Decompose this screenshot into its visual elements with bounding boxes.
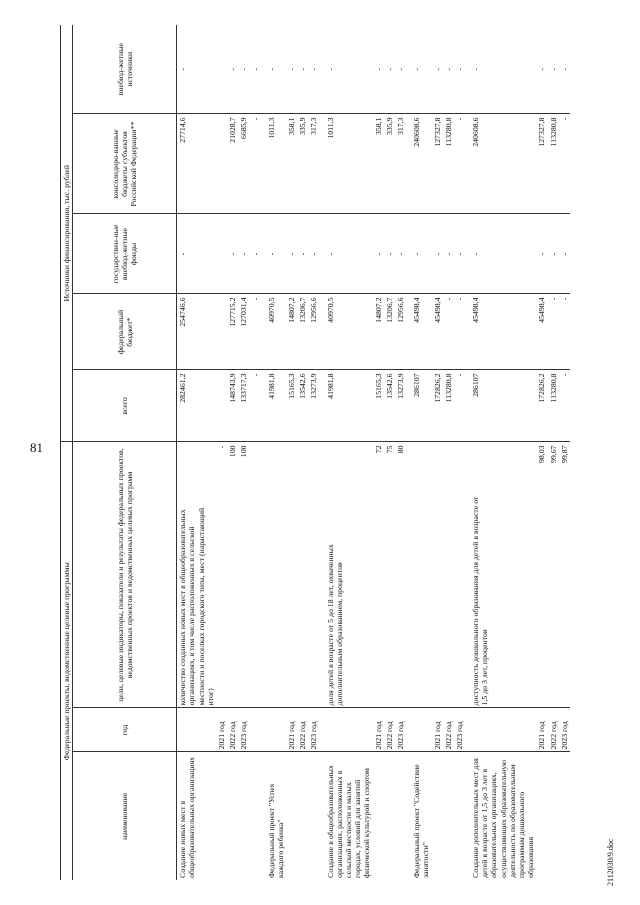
row-year: 2022 год [443,708,454,752]
table-row [286,25,297,880]
row-offbudget: - [239,67,249,71]
row-year: 2021 год [432,708,443,752]
row-federal: 45498,4 [406,294,431,370]
row-federal: 12956,6 [395,294,406,370]
row-federal: - [559,294,570,370]
row-indicator [536,492,547,708]
row-indicator-value: 100 [227,442,238,492]
row-regional: 6685,9 [238,114,249,214]
row-offbudget-funds: - [406,214,431,294]
row-name: Федеральный проект "Содействие занятости" [406,752,431,880]
row-total: 133717,3 [238,370,249,442]
row-year [177,708,216,752]
row-offbudget: - [548,67,558,71]
row-indicator: доля детей в возрасте от 5 до 18 лет, охваченных дополнительным образованием, процентов [325,544,344,706]
row-regional: 21028,7 [227,114,238,214]
row-name: Создание дополнительных мест для детей в возрасте от 1,5 до 3 лет в образовательных организациях, осуществляющих образовательную деятельность по образовательным программам дошкольного образования [465,752,536,880]
row-offbudget: - [309,67,319,71]
document-id: 2112030/9.doc [606,838,615,886]
row-total: 41981,8 [320,370,373,442]
row-indicator [384,492,395,708]
row-offbudget: - [384,67,394,71]
row-year [406,708,431,752]
row-offbudget: - [298,67,308,71]
table-row [443,25,454,880]
row-indicator-value: 98,03 [536,442,547,492]
row-year: 2023 год [559,708,570,752]
row-federal: 14807,2 [373,294,384,370]
row-regional: 1011,3 [261,114,286,214]
row-offbudget: - [373,67,383,71]
table-row [536,25,547,880]
col-offbudget-header: внебюд-жетные источники [73,25,177,114]
row-regional: 335,9 [384,114,395,214]
row-offbudget-funds: - [454,214,465,294]
table-row [384,25,395,880]
row-indicator-value [250,442,261,492]
row-total: 15165,3 [286,370,297,442]
table-row [297,25,308,880]
row-year [320,708,373,752]
row-regional: 127327,8 [432,114,443,214]
row-offbudget-funds: - [432,214,443,294]
row-indicator-value [286,442,297,492]
row-federal: 13206,7 [384,294,395,370]
row-year: 2023 год [454,708,465,752]
row-indicator [548,492,559,708]
col-total-header: всего [73,370,177,442]
row-regional: - [250,114,261,214]
row-offbudget: - [537,67,547,71]
row-name [227,752,238,880]
row-indicator: количество созданных новых мест в общеобразовательных организациях, в том числе расположенных в сельской местности и поселках городского типа, мест (нарастающий итог) [178,507,215,706]
table-row [320,25,373,880]
row-indicator-value [443,442,454,492]
row-indicator [297,492,308,708]
row-indicator-value [432,442,443,492]
row-indicator [373,492,384,708]
row-indicator [216,492,227,708]
col-regional-header: консолидиро-ванные бюджеты субъектов Российской Федерации** [73,114,177,214]
row-federal: 40970,5 [320,294,373,370]
row-name [373,752,384,880]
row-regional: 240608,6 [406,114,431,214]
row-total: 113280,8 [443,370,454,442]
row-federal: 127031,4 [238,294,249,370]
row-name [454,752,465,880]
row-total: 286107 [465,370,536,442]
row-name [286,752,297,880]
row-name [395,752,406,880]
table-row [548,25,559,880]
row-offbudget: - [412,67,422,71]
row-total: - [559,370,570,442]
row-offbudget-funds: - [227,214,238,294]
row-indicator [261,492,286,708]
row-name: Создание новых мест в общеобразовательных организациях [177,752,216,880]
row-regional: 240608,6 [465,114,536,214]
row-offbudget: - [559,67,569,71]
row-federal: 127715,2 [227,294,238,370]
row-indicator [395,492,406,708]
row-indicator-value [308,442,319,492]
row-year: 2023 год [395,708,406,752]
row-total: 113280,8 [548,370,559,442]
row-offbudget-funds: - [177,214,216,294]
row-year: 2021 год [216,708,227,752]
row-year: 2021 год [536,708,547,752]
row-regional: 358,1 [286,114,297,214]
row-year: 2021 год [286,708,297,752]
row-year: 2022 год [227,708,238,752]
row-federal: 45498,4 [432,294,443,370]
page-number: 81 [30,440,43,455]
row-indicator-value [465,442,536,492]
row-regional [216,114,227,214]
row-year [250,708,261,752]
row-name [238,752,249,880]
row-name [297,752,308,880]
row-offbudget: - [325,67,335,71]
row-federal: 40970,5 [261,294,286,370]
row-indicator [454,492,465,708]
row-regional: 113280,8 [443,114,454,214]
row-total: - [454,370,465,442]
table-row [177,25,216,880]
row-regional: - [559,114,570,214]
row-federal: 45498,4 [536,294,547,370]
row-name [384,752,395,880]
row-offbudget-funds: - [261,214,286,294]
row-indicator-value [454,442,465,492]
row-indicator-value: - [216,442,227,492]
row-indicator-value: 99,87 [559,442,570,492]
table-row [406,25,431,880]
row-name [536,752,547,880]
row-year: 2021 год [373,708,384,752]
table-row [250,25,261,880]
row-offbudget: - [228,67,238,71]
row-indicator [286,492,297,708]
funding-table [60,25,570,880]
row-offbudget-funds: - [250,214,261,294]
row-offbudget-funds: - [286,214,297,294]
row-total: 286107 [406,370,431,442]
row-indicator-value: 99,67 [548,442,559,492]
row-indicator [250,492,261,708]
row-year: 2022 год [297,708,308,752]
row-indicator [432,492,443,708]
row-offbudget-funds: - [308,214,319,294]
row-offbudget [216,25,227,114]
row-indicator-value: 72 [373,442,384,492]
row-regional: 127327,8 [536,114,547,214]
row-total: 172826,2 [536,370,547,442]
row-year: 2022 год [384,708,395,752]
row-indicator-value: 75 [384,442,395,492]
row-indicator-value [177,442,216,492]
row-name [559,752,570,880]
row-offbudget: - [250,67,260,71]
row-name: Создание в общеобразовательных организациях, расположенных в сельской местности и малых городах, условий для занятий физической культурой и спортом [320,752,373,880]
row-offbudget: - [443,67,453,71]
row-name [216,752,227,880]
row-indicator [443,492,454,708]
row-offbudget-funds: - [465,214,536,294]
row-total: 41981,8 [261,370,286,442]
row-name [548,752,559,880]
row-year: 2023 год [308,708,319,752]
row-total: 13273,9 [395,370,406,442]
table-row [465,25,536,880]
table-row [227,25,238,880]
table-row [454,25,465,880]
row-offbudget: - [395,67,405,71]
row-indicator-value: 80 [395,442,406,492]
row-indicator-value: 100 [238,442,249,492]
col-offbudget-funds-header: государствен-ные внебюд-жетные фонды [73,214,177,294]
row-name [443,752,454,880]
row-total: 13542,6 [384,370,395,442]
row-offbudget: - [432,67,442,71]
row-offbudget: - [266,67,276,71]
table-row [238,25,249,880]
row-name [308,752,319,880]
row-federal: - [454,294,465,370]
row-regional: 1011,3 [320,114,373,214]
col-federal-header: федеральный бюджет* [73,294,177,370]
row-year [465,708,536,752]
col-goals-header: цели, целевые индикаторы, показатели и результаты федеральных проектов, ведомственных проектов и ведомственных целевых программ [73,442,177,708]
row-total: 13542,6 [297,370,308,442]
row-offbudget-funds: - [536,214,547,294]
row-offbudget-funds: - [320,214,373,294]
row-federal [216,294,227,370]
row-federal: 12956,6 [308,294,319,370]
row-regional: 27714,6 [177,114,216,214]
row-indicator-value [261,442,286,492]
row-total: - [250,370,261,442]
group-title: Федеральные проекты, ведомственные целевые программы [61,442,73,880]
row-regional: 358,1 [373,114,384,214]
row-offbudget-funds: - [559,214,570,294]
row-offbudget-funds: - [384,214,395,294]
row-federal: 45498,4 [465,294,536,370]
row-year: 2022 год [548,708,559,752]
row-regional: 317,3 [395,114,406,214]
row-name [432,752,443,880]
row-offbudget: - [454,67,464,71]
row-name: Федеральный проект "Успех каждого ребенка" [261,752,286,880]
row-offbudget-funds: - [548,214,559,294]
row-total: 172826,2 [432,370,443,442]
table-row [216,25,227,880]
row-offbudget: - [471,67,481,71]
row-indicator [238,492,249,708]
row-indicator [227,492,238,708]
row-regional: 317,3 [308,114,319,214]
row-total: 282461,2 [177,370,216,442]
rotated-table-wrapper [60,25,595,880]
col-year-header: год [73,708,177,752]
table-row [373,25,384,880]
row-federal: 14807,2 [286,294,297,370]
funding-title: Источники финансирования, тыс. рублей [61,25,73,442]
table-row [261,25,286,880]
row-total: 13273,9 [308,370,319,442]
row-offbudget: - [287,67,297,71]
row-offbudget-funds: - [297,214,308,294]
table-row [395,25,406,880]
row-regional: - [454,114,465,214]
row-regional: 335,9 [297,114,308,214]
row-offbudget-funds: - [238,214,249,294]
row-regional: 113280,8 [548,114,559,214]
row-total [216,370,227,442]
row-federal: 13206,7 [297,294,308,370]
row-name [250,752,261,880]
row-indicator [559,492,570,708]
table-body [177,25,570,880]
header-row-columns [73,25,177,880]
row-indicator: доступность дошкольного образования для детей в возрасте от 1,5 до 3 лет, процентов [471,496,490,706]
row-indicator-value [406,442,431,492]
row-year [261,708,286,752]
col-name-header: наименование [73,752,177,880]
table-row [308,25,319,880]
row-year: 2023 год [238,708,249,752]
row-federal: - [548,294,559,370]
table-row [432,25,443,880]
row-offbudget-funds: - [395,214,406,294]
row-total: 148743,9 [227,370,238,442]
row-total: 15165,3 [373,370,384,442]
row-offbudget-funds [216,214,227,294]
row-federal: - [250,294,261,370]
row-offbudget-funds: - [443,214,454,294]
row-offbudget: - [178,67,188,71]
header-row-top [61,25,73,880]
table-row [559,25,570,880]
row-federal: - [443,294,454,370]
row-indicator [308,492,319,708]
row-indicator [406,492,431,708]
row-indicator-value [297,442,308,492]
row-federal: 254746,6 [177,294,216,370]
row-indicator-value [320,442,373,492]
row-offbudget-funds: - [373,214,384,294]
